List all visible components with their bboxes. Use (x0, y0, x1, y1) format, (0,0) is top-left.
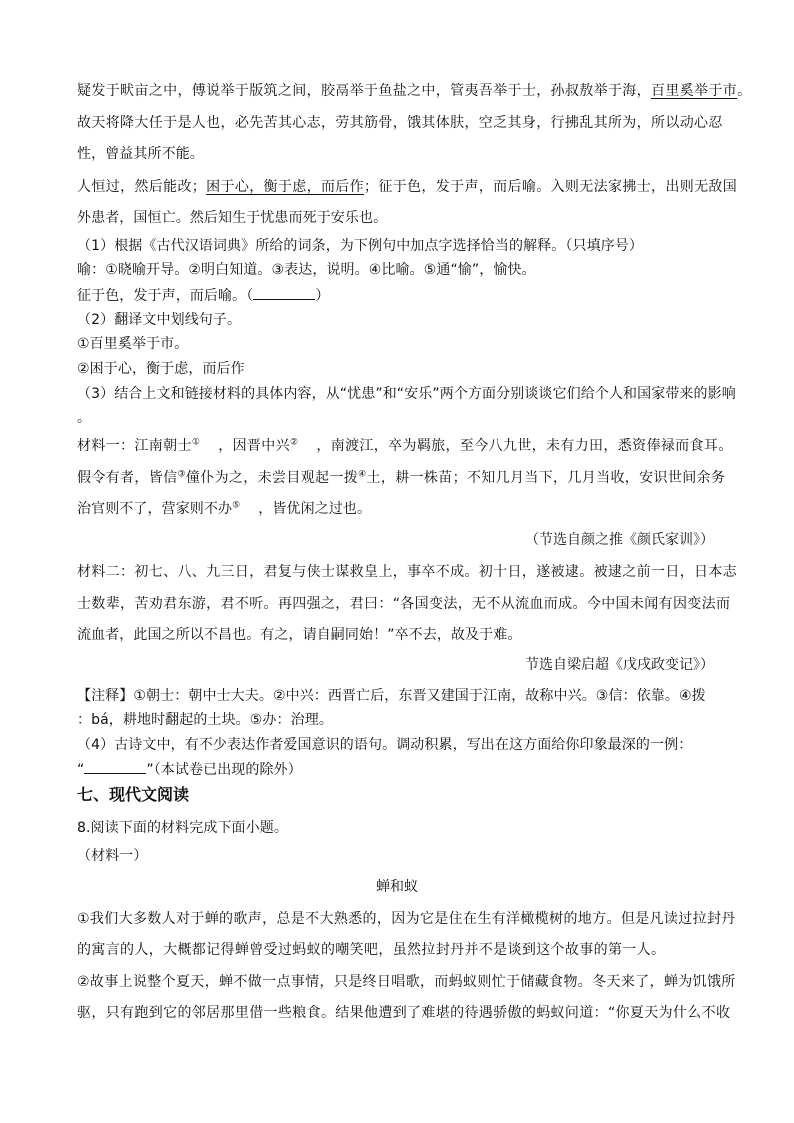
question-2-item-1: ①百里奚举于市。 (77, 336, 189, 352)
article-line: 的寓言的人，大概都记得蝉曾受过蚂蚁的嘲笑吧，虽然拉封丹并不是谈到这个故事的第一人。 (77, 942, 666, 958)
passage-line (77, 81, 751, 101)
article-line: ①我们大多数人对于蝉的歌声，总是不大熟悉的，因为它是住在生有洋橄榄树的地方。但是凡读过拉封丹 (77, 911, 736, 927)
example-text: 征于色，发于声，而后喻。（ (77, 288, 254, 304)
footnote-marker: ② (289, 437, 299, 448)
passage-text: 。 (737, 83, 752, 99)
article-line: 驱，只有跑到它的邻居那里借一些粮食。结果他遭到了难堪的待遇骄傲的蚂蚁问道：“你夏天为什么不收 (77, 1005, 731, 1021)
passage-line: 故天将降大任于是人也，必先苦其心志，劳其筋骨，饿其体肤，空乏其身，行拂乱其所为，所以动心忍 (77, 115, 723, 131)
passage-text: ；征于色，发于声，而后喻。入则无法家拂士，出则无敌国 (364, 179, 738, 195)
underlined-sentence: 百里奚举于市 (651, 83, 738, 99)
article-title: 蝉和蚁 (376, 879, 418, 895)
footnote-marker: ③ (177, 469, 186, 480)
material-2-line: 流血者，此国之所以不昌也。有之，请自嗣同始！”卒不去，故及于难。 (77, 627, 522, 643)
material-text: ，皆优闲之过也。 (258, 501, 372, 517)
quote-mark: “ (77, 762, 85, 778)
material-2-line: 材料二：初七、八、九三日，君复与侠士谋救皇上，事卒不成。初十日，遂被逮。被逮之前一日，日本志 (77, 564, 738, 580)
passage-line (77, 177, 737, 197)
footnote-marker: ① (191, 437, 201, 448)
question-2-item-2: ②困于心，衡于虑，而后作 (77, 361, 245, 377)
question-1-example (77, 285, 329, 306)
material-2-line: 士数辈，苦劝君东游，君不听。再四强之，君曰：“各国变法，无不从流血而成。今中国未闻有因变法而 (77, 596, 731, 612)
passage-text: 人恒过，然后能改； (77, 179, 207, 195)
footnote-marker: ④ (358, 469, 367, 480)
annotation-line: ：bá，耕地时翻起的土块。⑤办：治理。 (77, 712, 333, 728)
passage-line: 性，曾益其所不能。 (77, 146, 204, 162)
material-1-line (77, 468, 725, 488)
question-4: （4）古诗文中，有不少表达作者爱国意识的语句。调动积累，写出在这方面给你印象最深的一例： (77, 737, 693, 753)
passage-text: 疑发于畎亩之中，傅说举于版筑之间，胶鬲举于鱼盐之中，管夷吾举于士，孙叔敖举于海， (77, 83, 651, 99)
answer-note: ”（本试卷已出现的除外） (146, 762, 302, 778)
material-text: 土，耕一株苗；不知几月当下，几月当收，安识世间余务 (366, 470, 726, 486)
passage-line: 外患者，国恒亡。然后知生于忧患而死于安乐也。 (77, 210, 388, 226)
example-text: ） (315, 288, 330, 304)
question-1: （1）根据《古代汉语词典》所给的词条，为下例句中加点字选择恰当的解释。（只填序号） (77, 238, 644, 254)
material-text: 治官则不了，营家则不办 (77, 501, 233, 517)
material-text: ，因晋中兴 (218, 438, 290, 454)
material-text: 僮仆为之，未尝目观起一拨 (185, 470, 359, 486)
question-2: （2）翻译文中划线句子。 (77, 312, 242, 328)
material-1-line (77, 499, 371, 519)
question-1-definitions: 喻：①晓喻开导。②明白知道。③表达，说明。④比喻。⑤通“愉”，愉快。 (77, 262, 536, 278)
section-heading: 七、现代文阅读 (77, 785, 190, 804)
answer-blank[interactable] (84, 759, 146, 774)
material-text: ，南渡江，卒为羁旅，至今八九世，未有力田，悉资俸禄而食耳。 (316, 438, 733, 454)
question-3-end: 。 (77, 410, 92, 426)
answer-blank[interactable] (253, 285, 315, 300)
material-text: 假令有者，皆信 (77, 470, 178, 486)
underlined-sentence: 困于心，衡于虑，而后作 (206, 179, 365, 195)
question-4-answer (77, 759, 302, 780)
material-2-source: 节选自梁启超《戊戌政变记》） (525, 657, 714, 673)
material-1-source: （节选自颜之推《颜氏家训》） (525, 532, 714, 548)
material-text: 材料一：江南朝士 (77, 438, 192, 454)
article-line: ②故事上说整个夏天，蝉不做一点事情，只是终日唱歌，而蚂蚁则忙于储藏食物。冬天来了，蝉为饥饿所 (77, 974, 736, 990)
footnote-marker: ⑤ (232, 500, 241, 511)
material-1-line (77, 436, 733, 456)
question-3: （3）结合上文和链接材料的具体内容，从“忧患”和“安乐”两个方面分别谈谈它们给个人和国家带来的影响 (77, 386, 736, 402)
annotation-line: 【注释】①朝士：朝中士大夫。②中兴：西晋亡后，东晋又建国于江南，故称中兴。③信：依靠。④拨 (77, 688, 706, 704)
question-8: 8.阅读下面的材料完成下面小题。 (77, 820, 288, 836)
material-label: （材料一） (77, 848, 148, 864)
